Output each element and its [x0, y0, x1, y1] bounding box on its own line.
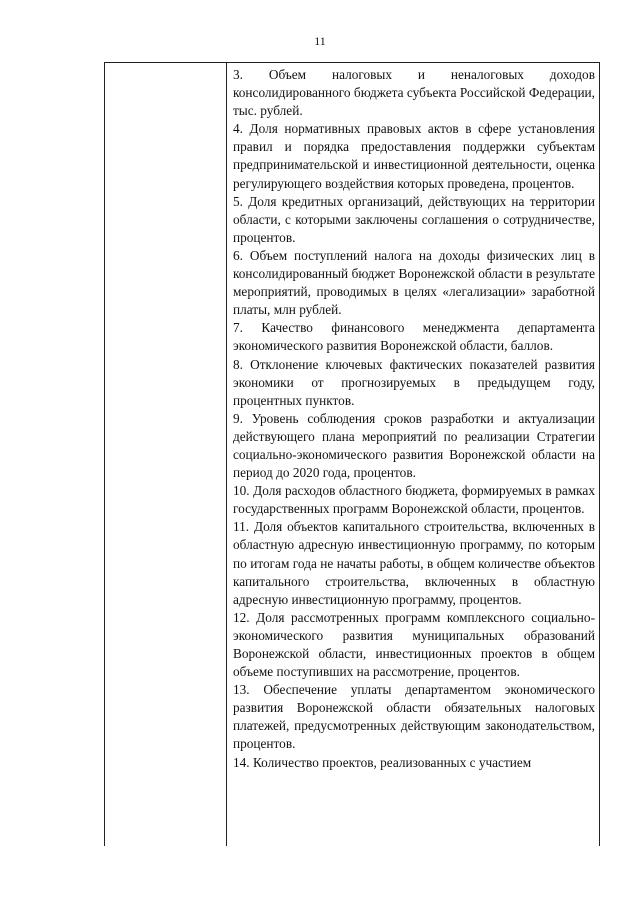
- page-number: 11: [314, 34, 326, 48]
- indicator-item: 10. Доля расходов областного бюджета, формируемых в рамках государственных программ Воронежской области, процентов.: [233, 483, 595, 517]
- table-right-cell: [227, 63, 599, 846]
- indicator-item: 14. Количество проектов, реализованных с участием: [233, 754, 532, 770]
- table-left-cell: [105, 63, 227, 846]
- indicator-item: 7. Качество финансового менеджмента департамента экономического развития Воронежской области, баллов.: [233, 320, 595, 354]
- indicator-item: 3. Объем налоговых и неналоговых доходов консолидированного бюджета субъекта Российской Федерации, тыс. рублей.: [233, 67, 595, 119]
- indicator-item: 12. Доля рассмотренных программ комплексного социально-экономического развития муниципальных образований Воронежской области, инвестиционных проектов в общем объеме поступивших на рассмотрение, процентов.: [233, 609, 595, 680]
- indicators-table: [104, 62, 600, 846]
- indicator-item: 5. Доля кредитных организаций, действующих на территории области, с которыми заключены соглашения о сотрудничестве, процентов.: [233, 193, 595, 245]
- indicator-item: 9. Уровень соблюдения сроков разработки и актуализации действующего плана мероприятий по реализации Стратегии социально-экономического развития Воронежской области на период до 2020 года, процентов.: [233, 410, 595, 481]
- indicator-item: 11. Доля объектов капитального строительства, включенных в областную адресную инвестиционную программу, по которым по итогам года не начаты работы, в общем количестве объектов капитального строительства, включенных в областную адресную инвестиционную программу, процентов.: [233, 519, 595, 607]
- indicator-item: 4. Доля нормативных правовых актов в сфере установления правил и порядка предоставления поддержки субъектам предпринимательской и инвестиционной деятельности, оценка регулирующего воздействия которых проведена, процентов.: [233, 121, 595, 191]
- indicator-item: 13. Обеспечение уплаты департаментом экономического развития Воронежской области обязательных налоговых платежей, предусмотренных действующим законодательством, процентов.: [233, 682, 595, 752]
- indicator-item: 8. Отклонение ключевых фактических показателей развития экономики от прогнозируемых в предыдущем году, процентных пунктов.: [233, 356, 595, 408]
- indicator-item: 6. Объем поступлений налога на доходы физических лиц в консолидированный бюджет Воронежской области в результате мероприятий, проводимых в целях «легализации» заработной платы, млн рублей.: [233, 247, 595, 318]
